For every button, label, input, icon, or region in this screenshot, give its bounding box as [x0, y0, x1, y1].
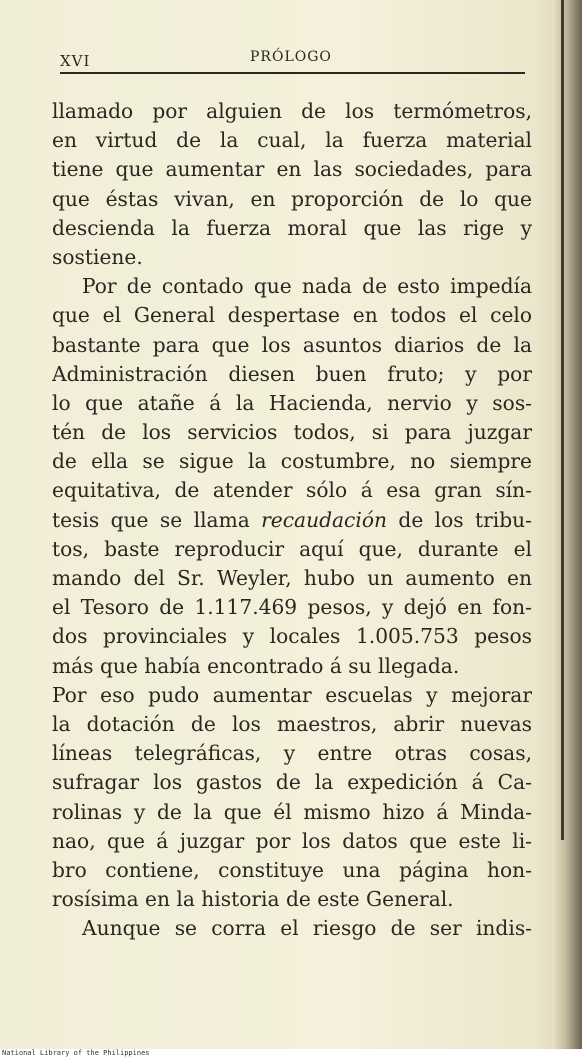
text-line: equitativa, de atender sólo á esa gran sín- — [52, 478, 532, 503]
text-line: bastante para que los asuntos diarios de la — [52, 332, 532, 357]
text-line: Por eso pudo aumentar escuelas y mejorar — [52, 682, 532, 707]
text-line: tiene que aumentar en las sociedades, para — [52, 157, 532, 182]
text-segment: tesis que se llama — [52, 507, 250, 532]
library-credit: National Library of the Philippines — [2, 1049, 150, 1057]
binding-shadow — [554, 0, 582, 1058]
italic-term: recaudación — [261, 507, 387, 532]
text-line: que el General despertase en todos el celo — [52, 303, 532, 328]
text-line-mixed — [52, 506, 532, 535]
page-header — [60, 48, 526, 72]
text-line: líneas telegráficas, y entre otras cosas, — [52, 741, 532, 766]
text-line: Administración diesen buen fruto; y por — [52, 361, 532, 386]
text-line: tén de los servicios todos, si para juzgar — [52, 420, 532, 445]
text-line: la dotación de los maestros, abrir nuevas — [52, 711, 532, 736]
footer-strip — [0, 1049, 582, 1058]
body-text — [52, 97, 532, 943]
binding-edge-line — [561, 0, 564, 840]
text-line: mando del Sr. Weyler, hubo un aumento en — [52, 566, 532, 590]
text-line: descienda la fuerza moral que las rige y — [52, 215, 532, 240]
text-line: tos, baste reproducir aquí que, durante el — [52, 536, 532, 561]
text-line: sostiene. — [52, 244, 143, 269]
text-line: bro contiene, constituye una página hon- — [52, 857, 532, 882]
text-segment: de los tribu- — [398, 507, 532, 532]
text-line: rolinas y de la que él mismo hizo á Minda- — [52, 799, 532, 824]
page-number: XVI — [60, 52, 91, 70]
text-line: rosísima en la historia de este General. — [52, 887, 454, 912]
text-line: nao, que á juzgar por los datos que este li- — [52, 828, 532, 853]
text-line: de ella se sigue la costumbre, no siempre — [52, 449, 532, 474]
text-line: Aunque se corra el riesgo de ser indis- — [82, 916, 532, 941]
text-line: lo que atañe á la Hacienda, nervio y sos- — [52, 390, 532, 415]
running-head: PRÓLOGO — [250, 49, 332, 65]
text-line: que éstas vivan, en proporción de lo que — [52, 186, 532, 211]
text-line: dos provinciales y locales 1.005.753 pesos — [52, 624, 532, 649]
text-line: sufragar los gastos de la expedición á Ca- — [52, 770, 532, 795]
header-rule — [60, 72, 525, 74]
text-line: más que había encontrado á su llegada. — [52, 653, 460, 678]
text-line: en virtud de la cual, la fuerza material — [52, 128, 532, 153]
text-line: el Tesoro de 1.117.469 pesos, y dejó en fon- — [52, 595, 532, 620]
text-line: Por de contado que nada de esto impedía — [82, 274, 532, 299]
text-line: llamado por alguien de los termómetros, — [52, 99, 532, 123]
